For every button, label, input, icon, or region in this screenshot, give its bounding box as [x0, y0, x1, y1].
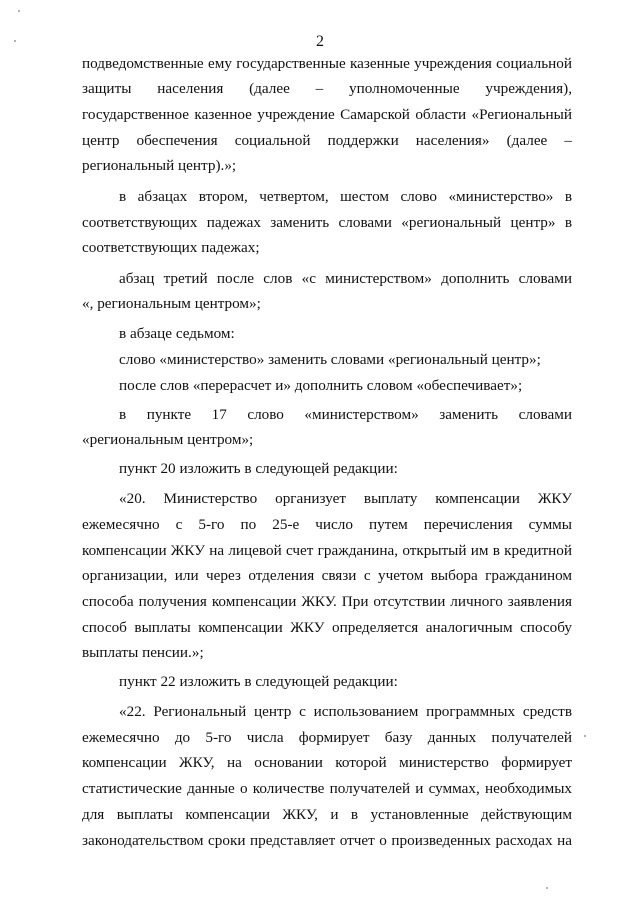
paragraph-line: пункт 20 изложить в следующей редакции:	[119, 460, 398, 477]
paragraph-line: «, региональным центром»;	[82, 295, 261, 312]
paragraph-line: подведомственные ему государственные казенные учреждения социальной	[82, 55, 572, 72]
paragraph-line: компенсации ЖКУ на лицевой счет гражданина, открытый им в кредитной	[82, 542, 572, 559]
paragraph-line: организации, или через отделения связи с учетом выбора гражданином	[82, 567, 572, 584]
paragraph-line: абзац третий после слов «с министерством» дополнить словами	[119, 270, 572, 287]
paragraph-line: «20. Министерство организует выплату компенсации ЖКУ	[119, 490, 572, 507]
paragraph-line: слово «министерство» заменить словами «региональный центр»;	[119, 351, 541, 368]
paragraph-line: для выплаты компенсации ЖКУ, и в установленные действующим	[82, 806, 572, 823]
paragraph-line: пункт 22 изложить в следующей редакции:	[119, 673, 398, 690]
paragraph-line: компенсации ЖКУ, на основании которой министерство формирует	[82, 754, 572, 771]
scan-speck	[18, 10, 20, 12]
paragraph-line: защиты населения (далее – уполномоченные учреждения),	[82, 80, 572, 97]
paragraph-line: «22. Региональный центр с использованием программных средств	[119, 703, 572, 720]
paragraph-line: центр обеспечения социальной поддержки населения» (далее –	[82, 132, 572, 149]
paragraph-line: ежемесячно до 5-го числа формирует базу данных получателей	[82, 729, 572, 746]
paragraph-line: после слов «перерасчет и» дополнить словом «обеспечивает»;	[119, 377, 523, 394]
paragraph-line: региональный центр).»;	[82, 157, 237, 174]
page-number: 2	[316, 33, 324, 50]
paragraph-line: государственное казенное учреждение Самарской области «Региональный	[82, 106, 572, 123]
paragraph-line: статистические данные о количестве получателей и суммах, необходимых	[82, 780, 572, 797]
paragraph-line: способа получения компенсации ЖКУ. При отсутствии личного заявления	[82, 593, 572, 610]
paragraph-line: выплаты пенсии.»;	[82, 644, 204, 661]
paragraph-line: «региональным центром»;	[82, 431, 254, 448]
paragraph-line: в абзаце седьмом:	[119, 325, 235, 342]
scan-speck	[14, 40, 16, 42]
paragraph-line: законодательством сроки представляет отчет о произведенных расходах на	[82, 832, 572, 849]
paragraph-line: соответствующих падежах;	[82, 239, 260, 256]
paragraph-line: способ выплаты компенсации ЖКУ определяется аналогичным способу	[82, 619, 572, 636]
paragraph-line: ежемесячно с 5-го по 25-е число путем перечисления суммы	[82, 516, 572, 533]
scan-speck	[584, 735, 586, 737]
paragraph-line: в пункте 17 слово «министерством» заменить словами	[119, 406, 572, 423]
paragraph-line: соответствующих падежах заменить словами «региональный центр» в	[82, 214, 572, 231]
paragraph-line: в абзацах втором, четвертом, шестом слово «министерство» в	[119, 188, 572, 205]
scan-speck	[546, 887, 548, 889]
